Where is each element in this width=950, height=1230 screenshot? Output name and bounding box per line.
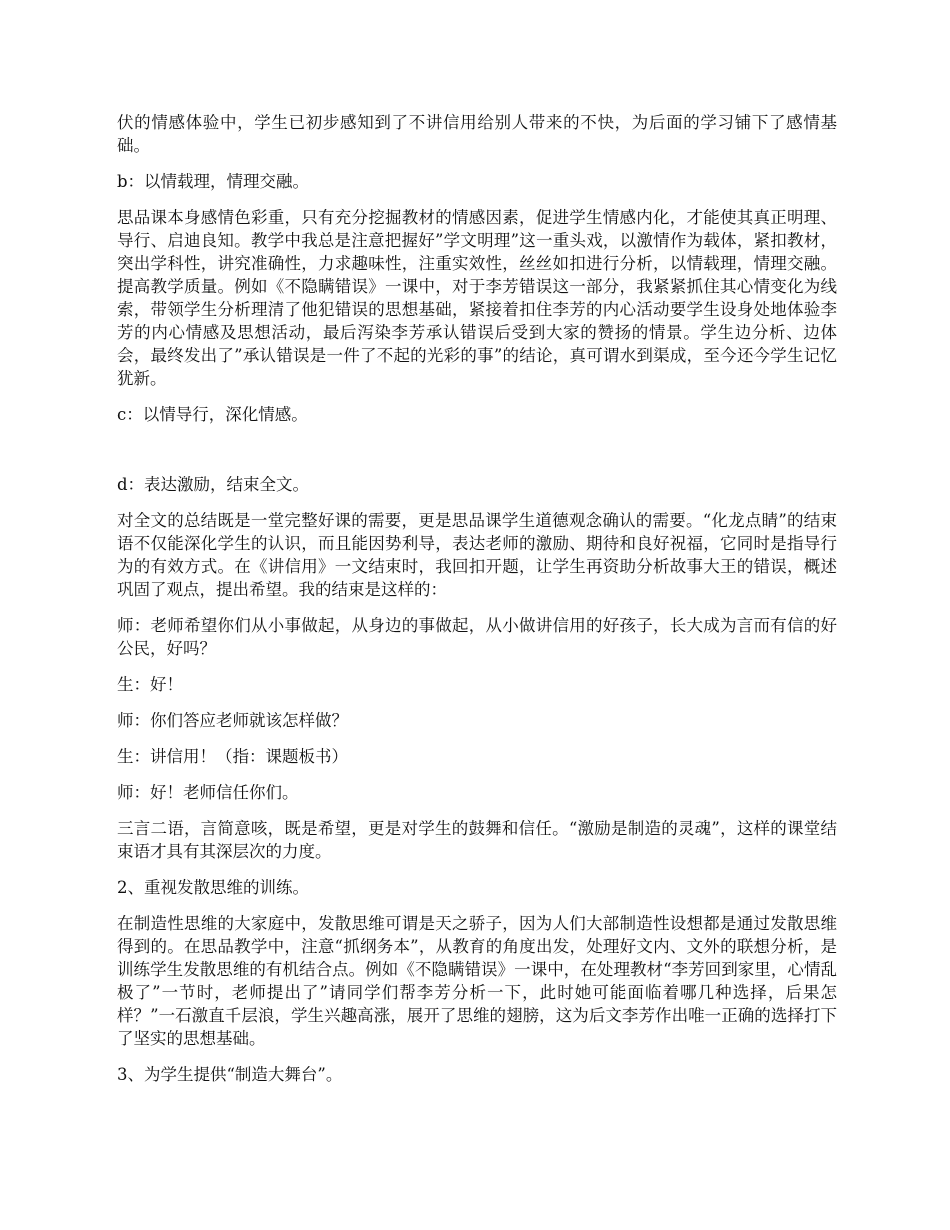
paragraph-9: 师：你们答应老师就该怎样做？ xyxy=(117,711,348,730)
paragraph-15: 3、为学生提供“制造大舞台”。 xyxy=(117,1065,343,1084)
document-body xyxy=(117,111,837,1099)
paragraph-14: 在制造性思维的大家庭中，发散思维可谓是天之骄子，因为人们大部制造性设想都是通过发散思维得到的。在思品教学中，注意“抓纲务本”，从教育的角度出发，处理好文内、文外的联想分析，是训练学生发散思维的有机结合点。例如《不隐瞒错误》一课中，在处理教材“李芳回到家里，心情乱极了”一节时，老师提出了”请同学们帮李芳分析一下，此时她可能面临着哪几种选择，后果怎样？”一石激直千层浪，学生兴趣高涨，展开了思维的翅膀，这为后文李芳作出唯一正确的选择打下了坚实的思想基础。 xyxy=(117,914,837,1048)
paragraph-7: 师：老师希望你们从小事做起，从身边的事做起，从小做讲信用的好孩子，长大成为言而有信的好公民，好吗？ xyxy=(117,616,837,658)
paragraph-5: d：表达激励，结束全文。 xyxy=(117,475,310,494)
paragraph-2: b：以情载理，情理交融。 xyxy=(117,172,310,191)
paragraph-1: 伏的情感体验中，学生已初步感知到了不讲信用给别人带来的不快，为后面的学习铺下了感情基础。 xyxy=(117,113,837,155)
paragraph-8: 生：好！ xyxy=(117,675,183,694)
paragraph-13: 2、重视发散思维的训练。 xyxy=(117,878,309,897)
paragraph-4: c：以情导行，深化情感。 xyxy=(117,405,308,424)
paragraph-12: 三言二语，言简意咳，既是希望，更是对学生的鼓舞和信任。“激励是制造的灵魂”，这样的课堂结束语才具有其深层次的力度。 xyxy=(117,819,837,861)
paragraph-6: 对全文的总结既是一堂完整好课的需要，更是思品课学生道德观念确认的需要。“化龙点睛”的结束语不仅能深化学生的认识，而且能因势利导，表达老师的激励、期待和良好祝福，它同时是指导行为的有效方式。在《讲信用》一文结束时，我回扣开题，让学生再资助分析故事大王的错误，概述巩固了观点，提出希望。我的结束是这样的： xyxy=(117,511,837,599)
paragraph-10: 生：讲信用！（指：课题板书） xyxy=(117,747,348,766)
paragraph-3: 思品课本身感情色彩重，只有充分挖掘教材的情感因素，促进学生情感内化，才能使其真正明理、导行、启迪良知。教学中我总是注意把握好”学文明理”这一重头戏，以激情作为载体，紧扣教材，突出学科性，讲究准确性，力求趣味性，注重实效性，丝丝如扣进行分析，以情载理，情理交融。提高教学质量。例如《不隐瞒错误》一课中，对于李芳错误这一部分，我紧紧抓住其心情变化为线索，带领学生分析理清了他犯错误的思想基础，紧接着扣住李芳的内心活动要学生设身处地体验李芳的内心情感及思想活动，最后泻染李芳承认错误后受到大家的赞扬的情景。学生边分析、边体会，最终发出了”承认错误是一件了不起的光彩的事”的结论，真可谓水到渠成，至今还今学生记忆犹新。 xyxy=(117,208,837,388)
paragraph-11: 师：好！老师信任你们。 xyxy=(117,783,299,802)
